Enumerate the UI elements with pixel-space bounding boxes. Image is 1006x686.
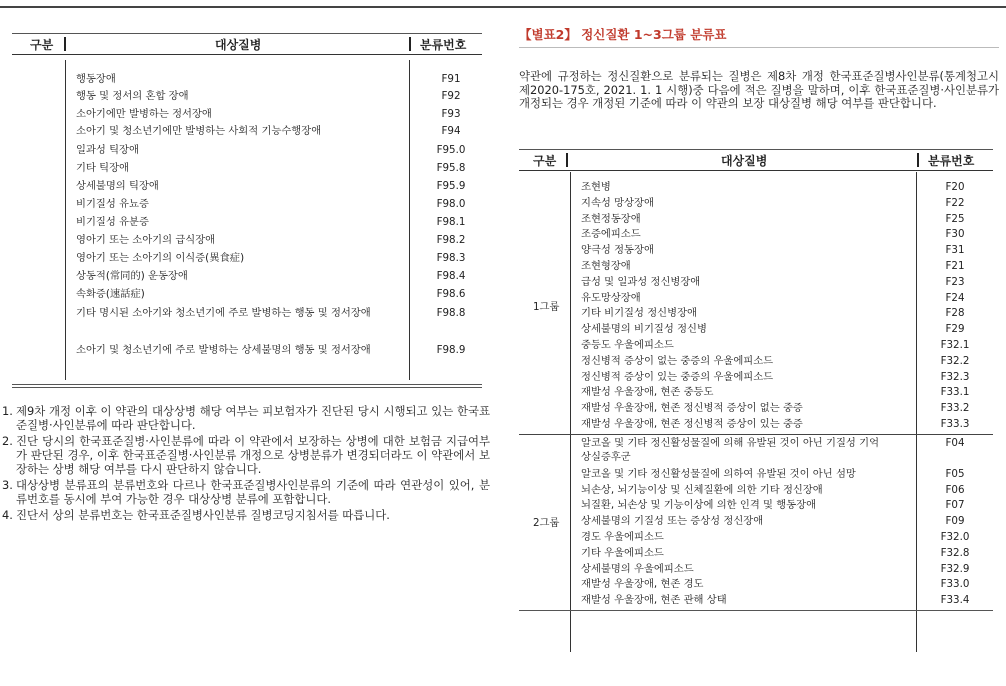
disease-code: F92 bbox=[441, 90, 461, 102]
table-row bbox=[76, 72, 476, 86]
disease-code: F32.2 bbox=[940, 354, 970, 367]
disease-name: 행동 및 정서의 혼합 장애 bbox=[76, 90, 189, 102]
table-row bbox=[76, 306, 476, 334]
disease-code: F05 bbox=[945, 467, 965, 480]
table-bottom-rule bbox=[519, 610, 993, 611]
table-bottom-rule bbox=[12, 384, 482, 385]
note-text: 진단서 상의 분류번호는 한국표준질병사인분류 질병코딩지침서를 따릅니다. bbox=[16, 508, 390, 522]
disease-name: 알코올 및 기타 정신활성물질에 의해 유발된 것이 아닌 기질성 기억상실증후군 bbox=[581, 436, 880, 463]
disease-name: 지속성 망상장애 bbox=[581, 196, 654, 209]
column-divider bbox=[570, 172, 571, 652]
right-header-category: 구분 bbox=[533, 154, 557, 168]
left-header-disease: 대상질병 bbox=[215, 38, 262, 52]
table-row bbox=[581, 338, 991, 353]
table-row bbox=[581, 483, 991, 498]
disease-code: F07 bbox=[945, 499, 965, 512]
disease-code: F98.6 bbox=[436, 288, 466, 300]
table-row bbox=[76, 197, 476, 211]
disease-code: F95.8 bbox=[436, 162, 466, 174]
disease-code: F21 bbox=[945, 260, 965, 272]
header-separator bbox=[409, 37, 411, 51]
disease-code: F32.0 bbox=[940, 531, 970, 543]
disease-name: 양극성 정동장애 bbox=[581, 244, 654, 257]
table-row bbox=[76, 107, 476, 121]
header-separator bbox=[917, 153, 919, 167]
table-row bbox=[581, 370, 991, 385]
disease-name: 재발성 우울장애, 현존 중등도 bbox=[581, 386, 714, 399]
disease-code: F94 bbox=[441, 125, 461, 137]
table-row bbox=[581, 180, 991, 195]
disease-name: 재발성 우울장애, 현존 정신병적 증상이 없는 중증 bbox=[581, 402, 803, 415]
note-item bbox=[2, 508, 490, 522]
table-row bbox=[581, 259, 991, 274]
left-header-code: 분류번호 bbox=[420, 38, 467, 52]
table-row bbox=[76, 269, 476, 283]
disease-name: 조현병 bbox=[581, 181, 611, 193]
disease-code: F98.2 bbox=[436, 234, 466, 246]
disease-code: F31 bbox=[945, 244, 965, 257]
right-header-disease: 대상질병 bbox=[721, 154, 768, 168]
table-row bbox=[581, 467, 991, 482]
table-row bbox=[76, 343, 476, 371]
note-number: 3. bbox=[2, 478, 13, 492]
table-row bbox=[581, 385, 991, 400]
disease-name: 알코올 및 기타 정신활성물질에 의하여 유발된 것이 아닌 섬망 bbox=[581, 467, 856, 480]
disease-code: F32.1 bbox=[940, 339, 970, 351]
disease-code: F95.0 bbox=[436, 144, 466, 156]
disease-name: 비기질성 유뇨증 bbox=[76, 198, 149, 210]
disease-name: 기타 우울에피소드 bbox=[581, 546, 664, 559]
table-row bbox=[581, 498, 991, 513]
note-item bbox=[2, 434, 490, 476]
top-rule bbox=[0, 6, 1006, 8]
disease-name: 조현정동장애 bbox=[581, 212, 641, 225]
disease-name: 재발성 우울장애, 현존 관해 상태 bbox=[581, 594, 727, 607]
left-disease-table bbox=[12, 33, 482, 387]
table-row bbox=[581, 417, 991, 432]
table-row bbox=[581, 275, 991, 290]
disease-name: 일과성 틱장애 bbox=[76, 144, 139, 156]
table-row bbox=[76, 124, 476, 138]
disease-code: F98.3 bbox=[436, 252, 466, 264]
right-header-code: 분류번호 bbox=[928, 154, 975, 168]
disease-name: 상동적(常同的) 운동장애 bbox=[76, 270, 188, 282]
note-text: 진단 당시의 한국표준질병·사인분류에 따라 이 약관에서 보장하는 상병에 대한 보험금 지급여부가 판단된 경우, 이후 한국표준질병·사인분류 개정으로 상병분류가 변경되더라도 이 약관에서 보장하는 상병 해당 여부를 다시 판단하지 않습니다. bbox=[16, 434, 490, 476]
disease-name: 비기질성 유분증 bbox=[76, 216, 149, 228]
disease-code: F98.8 bbox=[436, 307, 466, 319]
table-row bbox=[76, 161, 476, 175]
table-row bbox=[581, 436, 991, 466]
disease-code: F32.9 bbox=[940, 562, 970, 575]
table-row bbox=[581, 562, 991, 577]
disease-code: F33.1 bbox=[940, 386, 970, 399]
disease-name: 경도 우울에피소드 bbox=[581, 531, 664, 543]
table-row bbox=[581, 243, 991, 258]
disease-code: F23 bbox=[945, 275, 965, 288]
left-notes bbox=[2, 404, 490, 524]
table-row bbox=[581, 577, 991, 592]
disease-name: 유도망상장애 bbox=[581, 291, 641, 304]
disease-code: F32.3 bbox=[940, 370, 970, 383]
disease-code: F91 bbox=[441, 73, 461, 85]
header-separator bbox=[566, 153, 568, 167]
disease-name: 뇌질환, 뇌손상 및 기능이상에 의한 인격 및 행동장애 bbox=[581, 499, 817, 512]
disease-code: F30 bbox=[945, 228, 965, 241]
disease-name: 급성 및 일과성 정신병장애 bbox=[581, 275, 701, 288]
note-item bbox=[2, 478, 490, 506]
right-disease-table bbox=[519, 149, 993, 654]
table-row bbox=[581, 322, 991, 337]
group-separator bbox=[519, 434, 993, 435]
disease-code: F93 bbox=[441, 108, 461, 120]
note-number: 4. bbox=[2, 508, 13, 522]
table-row bbox=[76, 179, 476, 193]
table-row bbox=[76, 287, 476, 301]
disease-code: F32.8 bbox=[940, 546, 970, 559]
table-row bbox=[581, 291, 991, 306]
left-table-header bbox=[12, 33, 482, 55]
table-bottom-rule bbox=[12, 387, 482, 388]
group-label: 1그룹 bbox=[533, 301, 560, 314]
disease-code: F20 bbox=[945, 181, 965, 193]
disease-code: F98.0 bbox=[436, 198, 466, 210]
note-number: 2. bbox=[2, 434, 13, 448]
disease-code: F09 bbox=[945, 515, 965, 528]
disease-name: 기타 틱장애 bbox=[76, 162, 130, 174]
title-rule bbox=[519, 47, 999, 48]
disease-code: F28 bbox=[945, 307, 965, 320]
disease-name: 재발성 우울장애, 현존 경도 bbox=[581, 578, 704, 591]
disease-name: 기타 비기질성 정신병장애 bbox=[581, 307, 697, 320]
table-row bbox=[76, 215, 476, 229]
table-row bbox=[581, 546, 991, 561]
disease-code: F24 bbox=[945, 291, 965, 304]
disease-name: 상세불명의 우울에피소드 bbox=[581, 562, 694, 575]
disease-name: 영아기 또는 소아기의 이식증(異食症) bbox=[76, 252, 245, 264]
table-row bbox=[76, 143, 476, 157]
appendix-intro: 약관에 규정하는 정신질환으로 분류되는 질병은 제8차 개정 한국표준질병사인분류(통계청고시 제2020-175호, 2021. 1. 1 시행)중 다음에 적은 질병을 말하며, 이후 한국표준질병·사인분류가 개정되는 경우 개정된 기준에 따라 이 약관의 보장 대상질병 해당 여부를 판단합니다. bbox=[519, 69, 999, 110]
disease-code: F33.3 bbox=[940, 418, 970, 430]
disease-code: F98.1 bbox=[436, 216, 466, 228]
table-row bbox=[581, 401, 991, 416]
right-table-header bbox=[519, 149, 993, 171]
disease-code: F33.2 bbox=[940, 402, 970, 415]
table-row bbox=[581, 212, 991, 227]
table-row bbox=[581, 593, 991, 608]
disease-name: 상세불명의 기질성 또는 증상성 정신장애 bbox=[581, 515, 764, 528]
disease-name: 영아기 또는 소아기의 급식장애 bbox=[76, 234, 216, 246]
disease-code: F98.9 bbox=[436, 344, 466, 356]
group-label: 2그룹 bbox=[533, 517, 560, 530]
table-row bbox=[581, 514, 991, 529]
disease-name: 소아기 및 청소년기에 주로 발병하는 상세불명의 행동 및 정서장애 bbox=[76, 344, 371, 356]
appendix-title: 【별표2】 정신질환 1~3그룹 분류표 bbox=[519, 27, 727, 42]
column-divider bbox=[65, 60, 66, 380]
table-row bbox=[581, 306, 991, 321]
table-row bbox=[581, 354, 991, 369]
note-text: 제9차 개정 이후 이 약관의 대상상병 해당 여부는 피보험자가 진단된 당시 시행되고 있는 한국표준질병·사인분류에 따라 판단합니다. bbox=[16, 404, 490, 432]
disease-name: 행동장애 bbox=[76, 73, 116, 85]
disease-name: 재발성 우울장애, 현존 정신병적 증상이 있는 중증 bbox=[581, 418, 803, 430]
table-row bbox=[581, 196, 991, 211]
table-row bbox=[581, 530, 991, 545]
disease-name: 속화증(速話症) bbox=[76, 288, 145, 300]
disease-code: F95.9 bbox=[436, 180, 466, 192]
note-text: 대상상병 분류표의 분류번호와 다르나 한국표준질병사인분류의 기준에 따라 연관성이 있어, 분류번호를 동시에 부여 가능한 경우 대상상병 분류에 포함합니다. bbox=[16, 478, 490, 506]
disease-name: 정신병적 증상이 없는 중증의 우울에피소드 bbox=[581, 354, 774, 367]
left-header-category: 구분 bbox=[30, 38, 54, 52]
disease-name: 상세불명의 틱장애 bbox=[76, 180, 159, 192]
table-row bbox=[76, 89, 476, 103]
disease-name: 중등도 우울에피소드 bbox=[581, 339, 674, 351]
disease-name: 정신병적 증상이 있는 중증의 우울에피소드 bbox=[581, 370, 774, 383]
disease-name: 소아기에만 발병하는 정서장애 bbox=[76, 108, 212, 120]
disease-code: F04 bbox=[945, 436, 965, 449]
disease-name: 기타 명시된 소아기와 청소년기에 주로 발병하는 행동 및 정서장애 bbox=[76, 307, 371, 319]
disease-code: F98.4 bbox=[436, 270, 466, 282]
note-number: 1. bbox=[2, 404, 13, 418]
disease-code: F33.4 bbox=[940, 594, 970, 607]
disease-code: F22 bbox=[945, 196, 965, 209]
disease-name: 뇌손상, 뇌기능이상 및 신체질환에 의한 기타 정신장애 bbox=[581, 483, 823, 496]
disease-code: F06 bbox=[945, 483, 965, 496]
table-row bbox=[76, 233, 476, 247]
table-row bbox=[76, 251, 476, 265]
disease-name: 조증에피소드 bbox=[581, 228, 641, 241]
table-row bbox=[581, 227, 991, 242]
header-separator bbox=[64, 37, 66, 51]
disease-name: 조현형장애 bbox=[581, 260, 631, 272]
disease-code: F33.0 bbox=[940, 578, 970, 591]
disease-code: F25 bbox=[945, 212, 965, 225]
disease-name: 상세불명의 비기질성 정신병 bbox=[581, 323, 707, 336]
note-item bbox=[2, 404, 490, 432]
disease-code: F29 bbox=[945, 323, 965, 336]
disease-name: 소아기 및 청소년기에만 발병하는 사회적 기능수행장애 bbox=[76, 125, 322, 137]
